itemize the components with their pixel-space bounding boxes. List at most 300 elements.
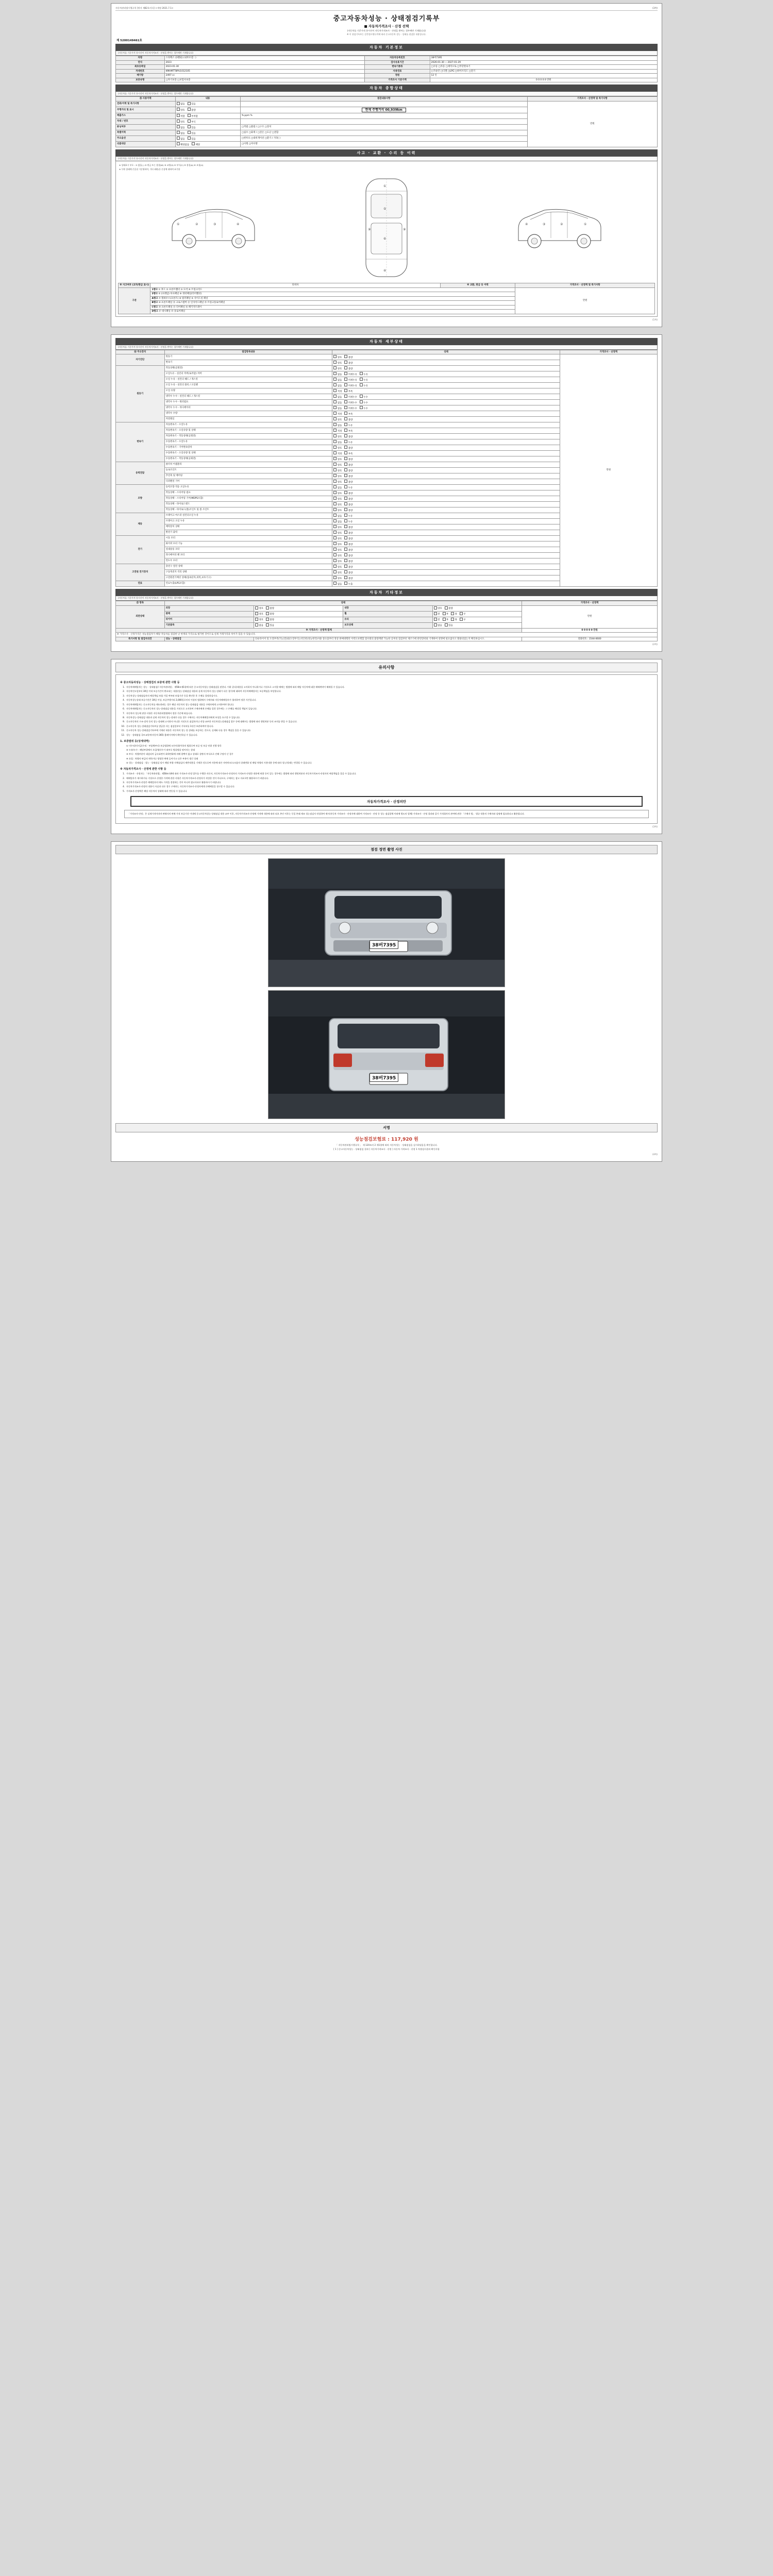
checkbox-불량[interactable]: 불량 [344, 459, 352, 461]
detail-item-options [332, 581, 560, 587]
checkbox-yes[interactable]: 있음 [188, 127, 196, 129]
notice-item-text: 가격조사 · 산정자는 「자동차관리법」제58조의4에 따라 가격조사·산정 업무를 수행한 자로서, 자동차가격조사·산정자의 가격조사·산정한 내용에 허위 등이 있는 경우에는 법령에 따라 행정처분과 자동차가격조사·산정자의 배상책임을 물을 수 있습니다. [126, 772, 357, 775]
notice-item [120, 772, 653, 775]
detail-item-label: 냉각수 누수 - 실린더 헤드 / 개스킷 [164, 394, 332, 400]
detail-note-text: (자동차를 기준가격 통시산이 자동차가격조사 · 산정을 받아는 경우에만 기재합니다) [118, 345, 193, 348]
detail-item-label: 수동변속기 - 오일누유 [164, 439, 332, 445]
notice-body [115, 674, 658, 824]
table-row [116, 65, 658, 70]
checkbox-누수[interactable]: 누수 [360, 402, 368, 404]
other-price-note: 만원 [522, 605, 658, 628]
detail-item-options [332, 456, 560, 462]
checkbox-불량[interactable]: 불량 [344, 572, 352, 574]
notice-item-text: 매매업자가 제시하거나 거짓으로 산정한 가격에 관한 사항은 자동차가격조사·산정자가 작성한 것이 아니므로, 구매자는 참고 자료로만 활용하시기 바랍니다. [126, 776, 269, 779]
detail-item-label: 브레이크 마스터 실린더오일 누유 [164, 513, 332, 519]
detail-item-label: 오일 유량 [164, 388, 332, 394]
label-first-reg: 최초등록일 [116, 65, 165, 70]
checkbox-없음[interactable]: 없음 [333, 379, 342, 382]
checkbox-누출[interactable]: 누출 [344, 583, 352, 586]
notice-item [120, 749, 653, 752]
checkbox-불량[interactable]: 불량 [344, 549, 352, 552]
checkbox-없음[interactable]: 없음 [333, 374, 342, 376]
detail-item-options [332, 553, 560, 558]
notice-item-number: 11. [121, 729, 125, 732]
notice-item-number [120, 749, 125, 752]
col-other-state: 상태 [164, 601, 522, 606]
notice-heading-3: ※ 자동차가격조사 · 산정에 관한 사항 등 [120, 768, 166, 771]
checkbox-누유[interactable]: 누유 [344, 521, 352, 523]
notice-item-number: 4. [123, 785, 125, 788]
detail-item-options [332, 405, 560, 411]
checkbox-불량[interactable]: 불량 [344, 566, 352, 569]
label-transmission: 변속기종류 [365, 65, 430, 70]
notice-item [120, 761, 653, 765]
checkbox-미세누유[interactable]: 미세누유 [344, 379, 357, 382]
svg-text:⑥: ⑥ [383, 237, 386, 241]
checkbox-불량[interactable]: 불량 [344, 538, 352, 540]
checkbox-양호[interactable]: 양호 [333, 527, 342, 529]
checkbox-none[interactable]: 없음 [177, 132, 185, 135]
checkbox-yes[interactable]: 있음 [188, 103, 196, 106]
band-overall-state: 자동차 종합상태 [115, 84, 658, 92]
table-row [116, 60, 658, 65]
detail-item-label: 냉각수 수량 [164, 411, 332, 417]
checkbox-양호[interactable]: 양호 [333, 464, 342, 467]
checkbox-pass[interactable]: 적합 [177, 115, 185, 118]
notice-item [120, 777, 653, 780]
detail-item-label: 윈도우 모터 [164, 558, 332, 564]
notice-item [120, 694, 653, 698]
checkbox-bad[interactable]: 불량 [188, 109, 196, 112]
detail-item-options [332, 536, 560, 541]
checkbox-불량[interactable]: 불량 [344, 481, 352, 484]
car-side-left-svg [164, 197, 262, 259]
detail-item-label: 자동변속기 - 오일유량 및 상태 [164, 428, 332, 434]
detail-item-options [332, 400, 560, 405]
checkbox-불량[interactable]: 불량 [344, 532, 352, 535]
checkbox-rear[interactable]: 후 [443, 613, 449, 616]
row-detail-vin-state [240, 119, 527, 125]
checkbox-left[interactable]: 좌 [451, 619, 457, 621]
checkbox-none[interactable]: 없음 [177, 127, 185, 129]
table-header-row [116, 601, 658, 606]
col-content: 내용 [175, 97, 240, 101]
detail-item-label: 자동변속기 - 작동상태(공회전) [164, 434, 332, 439]
notice-item-number [120, 761, 125, 765]
checkbox-적정[interactable]: 적정 [333, 413, 342, 416]
checkbox-없음[interactable]: 없음 [333, 521, 342, 523]
page-number-4: (4쪽) [652, 1153, 658, 1156]
checkbox-rear[interactable]: 후 [443, 619, 449, 621]
checkbox-bad[interactable]: 불량 [266, 607, 274, 610]
checkbox-불량[interactable]: 불량 [344, 464, 352, 467]
notice-item [120, 703, 653, 706]
svg-text:④: ④ [237, 223, 240, 226]
checkbox-bad[interactable]: 불량 [445, 607, 453, 610]
notice-item-text: 자동차의 성능에 관한 사항은 자동차관리법령에서 정한 기준에 따릅니다. [126, 711, 193, 715]
notice-item-number: 7. [123, 711, 125, 715]
checkbox-front[interactable]: 전 [434, 613, 440, 616]
detail-item-options [332, 479, 560, 485]
checkbox-none[interactable]: 없음 [255, 624, 263, 627]
checkbox-없음[interactable]: 없음 [333, 385, 342, 387]
row-detail-accident [240, 101, 527, 107]
value-year: 2023 [164, 60, 365, 65]
label-accident-note: ※ 교환, 판금 등 이력 [440, 283, 515, 288]
detail-item-options [332, 377, 560, 383]
checkbox-양호[interactable]: 양호 [333, 476, 342, 478]
checkbox-부족[interactable]: 부족 [344, 453, 352, 455]
row-label-emission: 배출가스 [116, 113, 176, 119]
notice-item [120, 753, 653, 756]
checkbox-불량[interactable]: 불량 [344, 470, 352, 472]
row-opts-tire [254, 617, 343, 622]
checkbox-적정[interactable]: 적정 [333, 453, 342, 455]
value-price-base: 0 0 0 0 0 만원 [430, 78, 657, 82]
detail-item-options [332, 473, 560, 479]
checkbox-없음[interactable]: 없음 [333, 442, 342, 444]
checkbox-없음[interactable]: 없음 [333, 396, 342, 399]
detail-item-options [332, 366, 560, 371]
notice-item-number [120, 757, 125, 760]
detail-item-label: 구동축전지 격리 상태 [164, 570, 332, 575]
svg-text:②: ② [560, 223, 563, 226]
checkbox-없음[interactable]: 없음 [333, 402, 342, 404]
odometer-box: 현재 주행거리 00,939km [362, 108, 406, 113]
checkbox-누유[interactable]: 누유 [344, 442, 352, 444]
band-accident-note [115, 157, 658, 161]
checkbox-불량[interactable]: 불량 [344, 510, 352, 512]
checkbox-부족[interactable]: 부족 [344, 413, 352, 416]
checkbox-bad[interactable]: 불량 [266, 613, 274, 616]
notice-item-text: 성능 · 상태점검 국토교통부(자동차 365) 홈페이지에서 확인하실 수 있습니다. [126, 733, 198, 736]
checkbox-누수[interactable]: 누수 [360, 396, 368, 399]
checkbox-미세누수[interactable]: 미세누수 [344, 396, 357, 399]
notice-item-number: 3. [123, 694, 125, 697]
checkbox-불량[interactable]: 불량 [344, 419, 352, 421]
detail-item-label: 작동상태(공회전) [164, 366, 332, 371]
checkbox-누수[interactable]: 누수 [360, 408, 368, 410]
checkbox-없음[interactable]: 없음 [333, 408, 342, 410]
checkbox-yes[interactable]: 있음 [188, 138, 196, 141]
notice-item-text: 중고자동차 성능·상태점검기록부에 기재된 내용은 자동차의 성능 및 상태를 보증하는 것으로, 실제와 다를 경우 책임을 물을 수 있습니다. [126, 729, 251, 732]
checkbox-누유[interactable]: 누유 [360, 379, 368, 382]
checkbox-na[interactable]: 해당없음 [177, 144, 189, 146]
row-opts-glass [432, 617, 522, 622]
checkbox-불량[interactable]: 불량 [344, 561, 352, 563]
table-row [116, 69, 658, 74]
checkbox-누유[interactable]: 누유 [344, 515, 352, 518]
checkbox-good[interactable]: 양호 [255, 613, 263, 616]
checkbox-미세누수[interactable]: 미세누수 [344, 402, 357, 404]
table-row [116, 633, 658, 637]
checkbox-양호[interactable]: 양호 [333, 436, 342, 438]
label-displacement: 배기량 [116, 74, 165, 78]
band-photos: 점검 정면 촬영 사진 [115, 845, 658, 854]
document-number: 제 5200149461호 [116, 39, 142, 42]
detail-item-label: 배력장치 상태 [164, 524, 332, 530]
checkbox-양호[interactable]: 양호 [333, 532, 342, 535]
checkbox-불량[interactable]: 불량 [344, 555, 352, 557]
checkbox-good[interactable]: 양호 [255, 607, 263, 610]
table-detail-state [115, 350, 658, 587]
detail-item-options [332, 371, 560, 377]
checkbox-불량[interactable]: 불량 [344, 504, 352, 506]
car-diagram-group [118, 172, 655, 283]
signature-band: 서명 [115, 1123, 658, 1132]
detail-item-label: 오일누유 - 실린더 커버(로커암) 커버 [164, 371, 332, 377]
table-header-row [116, 97, 658, 101]
checkbox-누유[interactable]: 누유 [344, 487, 352, 489]
detail-item-label: 브레이크 오일 누유 [164, 519, 332, 524]
checkbox-fail[interactable]: 부적합 [188, 115, 198, 118]
checkbox-불량[interactable]: 불량 [344, 362, 352, 365]
checkbox-bad[interactable]: 부식 [188, 121, 196, 124]
row-opts-options [175, 136, 240, 142]
detail-item-label: 추진축 및 베어링 [164, 473, 332, 479]
detail-item-label: 충전구 절연 상태 [164, 564, 332, 570]
detail-item-options [332, 496, 560, 502]
detail-item-options [332, 519, 560, 524]
checkbox-right[interactable]: 우 [460, 613, 466, 616]
notice-item [120, 699, 653, 702]
checkbox-양호[interactable]: 양호 [333, 572, 342, 574]
checkbox-bad[interactable]: 불량 [266, 619, 274, 621]
checkbox-불량[interactable]: 불량 [344, 578, 352, 580]
accident-note-text: (자동차를 기준가격 통시산이 자동차가격조사 · 산정을 받아는 경우에만 기재합니다) [118, 157, 193, 160]
checkbox-normal[interactable]: 양호 [177, 121, 185, 124]
car-top-svg [356, 174, 417, 282]
label-accident-flag: ※ 사고여부 (교차/판금 표시) [119, 283, 150, 288]
detail-item-label: 실내송풍 모터 [164, 547, 332, 553]
row-label-glass: 유리 [343, 617, 432, 622]
checkbox-양호[interactable]: 양호 [333, 555, 342, 557]
checkbox-불량[interactable]: 불량 [344, 476, 352, 478]
band-overall-note [115, 92, 658, 96]
checkbox-양호[interactable]: 양호 [333, 538, 342, 540]
checkbox-양호[interactable]: 양호 [333, 470, 342, 472]
checkbox-누유[interactable]: 누유 [344, 425, 352, 427]
rank-1-label: 1랭크 [152, 288, 158, 291]
detail-item-label: 수동변속기 - 작동상태(공회전) [164, 456, 332, 462]
photo-front-svg [268, 859, 505, 987]
checkbox-부족[interactable]: 부족 [344, 391, 352, 393]
band-detail-note [115, 345, 658, 350]
checkbox-불량[interactable]: 불량 [344, 527, 352, 529]
checkbox-불량[interactable]: 불량 [344, 544, 352, 546]
notice-list-1 [120, 686, 653, 737]
checkbox-양호[interactable]: 양호 [333, 561, 342, 563]
checkbox-양호[interactable]: 양호 [333, 504, 342, 506]
notice-item-text: 자동차성능·상태점검자의 배상책임 보험 가입 여부와 보험기간 등을 확인한 후 구매를 결정하십시오. [126, 694, 218, 697]
table-row [116, 628, 658, 633]
footer-line-2: [ 1 ] 중고자동차성능 · 상태점검 결과 [ 자동차가격조사 · 산정 ] 자동차 가격조사 · 산정 1 차량검사결과 확인사항 [333, 1147, 440, 1150]
checkbox-미세누유[interactable]: 미세누유 [344, 385, 357, 387]
checkbox-양호[interactable]: 양호 [333, 510, 342, 512]
checkbox-적정[interactable]: 적정 [333, 391, 342, 393]
checkbox-good[interactable]: 양호 [434, 607, 442, 610]
detail-item-options [332, 422, 560, 428]
checkbox-yes[interactable]: 있음 [266, 624, 274, 627]
checkbox-없음[interactable]: 없음 [333, 487, 342, 489]
parts-row-3 [150, 296, 515, 301]
checkbox-good[interactable]: 양호 [255, 619, 263, 621]
notice-item [120, 690, 653, 693]
detail-group-label: 전기 [116, 536, 165, 564]
page-number-1: (1쪽) [652, 318, 658, 321]
checkbox-양호[interactable]: 양호 [333, 566, 342, 569]
detail-item-options [332, 445, 560, 451]
checkbox-양호[interactable]: 양호 [333, 578, 342, 580]
label-warranty: 보증유형 [116, 78, 165, 82]
checkbox-양호[interactable]: 양호 [333, 362, 342, 365]
checkbox-양호[interactable]: 양호 [333, 368, 342, 370]
detail-item-label: 발전기 출력 [164, 530, 332, 536]
checkbox-불량[interactable]: 불량 [344, 357, 352, 359]
sheet3-bottom-bar [115, 825, 658, 828]
checkbox-부족[interactable]: 부족 [344, 430, 352, 433]
sheet-page-1 [111, 3, 662, 327]
detail-item-options [332, 383, 560, 388]
rank-a-names: ⑦ 휠하우스(프론트) ⑧ 필러패널 ⑨ 사이드실 패널 [158, 297, 208, 300]
band-other-info: 자동차 기타정보 [115, 589, 658, 596]
checkbox-없음[interactable]: 없음 [333, 583, 342, 586]
notice-item [120, 790, 653, 793]
checkbox-누유[interactable]: 누유 [360, 385, 368, 387]
checkbox-적정[interactable]: 적정 [333, 430, 342, 433]
sheet2-bottom-bar [115, 643, 658, 646]
value-warranty-options: □자기보증 □보험사보증 [164, 78, 365, 82]
band-other-note [115, 596, 658, 601]
checkbox-양호[interactable]: 양호 [333, 498, 342, 501]
col-other-price: 가격조사 · 산정액 [522, 601, 658, 606]
notice-item-text: ② 누유/누수 : 해당부위에서 오일/냉각수가 외부로 방울방울 떨어지는 상태 [126, 748, 195, 751]
detail-item-label: 작동상태 - 스티어링 펌프 [164, 490, 332, 496]
checkbox-양호[interactable]: 양호 [333, 549, 342, 552]
checkbox-양호[interactable]: 양호 [333, 493, 342, 495]
notice-heading-1: ※ 중고자동차성능 · 상태점검의 보증에 관한 사항 등 [120, 681, 180, 684]
checkbox-none[interactable]: 없음 [434, 624, 442, 627]
detail-item-label: 연료누출(LPG포함) [164, 581, 332, 587]
checkbox-none[interactable]: 없음 [177, 138, 185, 141]
notice-item-text: 자동차인도일부터 30일 이내 보증기간이 완료되는 내용(성능·상태점검 내용과 실제 자동차의 성능·상태가 다른 경우)에 대하여 자동차매매업자는 보증책임을 부담합니다. [126, 690, 281, 693]
checkbox-none[interactable]: 없음 [177, 103, 185, 106]
detail-group-label: 조향 [116, 485, 165, 513]
notice-item-text: 가격조사·산정액은 해당 자동차의 상태에 따라 변동될 수 있습니다. [126, 789, 188, 792]
checkbox-없음[interactable]: 없음 [333, 515, 342, 518]
rank-c-names: ⑭ 프론트패널 ⑮ 리어패널 ⑯ 패키지트레이 [158, 306, 202, 309]
detail-body [116, 354, 658, 587]
notice-item-number: 10. [121, 724, 125, 727]
notice-item [120, 781, 653, 784]
checkbox-양호[interactable]: 양호 [333, 459, 342, 461]
checkbox-불량[interactable]: 불량 [344, 436, 352, 438]
sheet-page-4 [111, 841, 662, 1162]
sheet-page-2 [111, 334, 662, 652]
detail-item-label: 시동 모터 [164, 536, 332, 541]
checkbox-양호[interactable]: 양호 [333, 544, 342, 546]
row-opts-emission [175, 113, 240, 119]
checkbox-불량[interactable]: 불량 [344, 493, 352, 495]
notice-item [120, 725, 653, 728]
svg-text:⑤: ⑤ [383, 207, 386, 211]
detail-item-label: 클러치 어셈블리 [164, 462, 332, 468]
rank-1-names: ① 후드 ② 프론트휀더 ③ 도어 ④ 트렁크리드 [158, 288, 203, 291]
row-label-wheel: 휠 [343, 611, 432, 617]
checkbox-불량[interactable]: 불량 [344, 498, 352, 501]
checkbox-불량[interactable]: 불량 [344, 368, 352, 370]
label-regno: 자동차등록번호 [365, 56, 430, 61]
checkbox-양호[interactable]: 양호 [333, 419, 342, 421]
svg-text:①: ① [177, 223, 180, 226]
value-total-price: 0 0 0 0 0 만원 [522, 628, 658, 633]
col-state: 상태 [332, 350, 560, 354]
notice-item-text: ③ 부식 : 차량부분이 대설되어 금속표면이 화학변화에 의해 광택이 없고 상태로 상판의 부식으로 인해 구멍이 난 경우 [126, 753, 233, 756]
checkbox-normal[interactable]: 양호 [177, 109, 185, 112]
detail-group-label: 고전원 전기장치 [116, 564, 165, 581]
checkbox-양호[interactable]: 양호 [333, 481, 342, 484]
detail-item-options [332, 462, 560, 468]
checkbox-yes[interactable]: 있음 [188, 132, 196, 135]
notice-item-text: ⑤ 성능 · 상태점검 : 성능 · 상태점검 당시 해당 차량 자체점검의 제반내용을 기재한 것으로써 사용에 따른 자연마모/소모품의 상태변화 및 해당 차량의 사용내용 등에 따라 성능/상태는 변경될 수 있습니다. [126, 761, 312, 765]
table-row [116, 605, 658, 611]
notice-item-text: 자동차성능상태 보증기간은 30일 이상, 보증주행거리 2,000킬로미터 이상의 범위에서 구매자와 자동차매매업자가 협의하여 정한 기간입니다. [126, 699, 257, 702]
row-opts-accident [175, 101, 240, 107]
checkbox-불량[interactable]: 불량 [344, 447, 352, 450]
checkbox-right[interactable]: 우 [460, 619, 466, 621]
value-inspection: 2026-01-30 ~ 2027-01-29 [430, 60, 657, 65]
checkbox-front[interactable]: 전 [434, 619, 440, 621]
checkbox-미세누수[interactable]: 미세누수 [344, 408, 357, 410]
checkbox-미세누유[interactable]: 미세누유 [344, 374, 357, 376]
parts-row-2 [150, 292, 515, 297]
checkbox-없음[interactable]: 없음 [333, 425, 342, 427]
detail-item-options [332, 541, 560, 547]
col-check-detail: 점검내용사항 [240, 97, 527, 101]
row-label-special-history: 특별이력 [116, 130, 176, 136]
notice-item [120, 686, 653, 689]
row-opts-exterior [254, 605, 343, 611]
notice-list-3 [120, 772, 653, 793]
detail-item-options [332, 524, 560, 530]
notice-item-text: 중고자동차의 구조·장치 등의 성능·상태에 고지하지 아니한 거짓으로 점검하거나 작성·교부한 자동차성능상태점검 업무 등에 대해서는 법령에 따라 행정처분 등의 조치를 받을 수 있습니다. [126, 720, 297, 723]
checkbox-applicable[interactable]: 해당 [192, 144, 200, 146]
accident-diagram-box [115, 161, 658, 317]
checkbox-양호[interactable]: 양호 [333, 357, 342, 359]
detail-group-label: 원동기 [116, 366, 165, 422]
rank-a-label: A랭크 [152, 297, 158, 300]
notice-item-number: 3. [123, 781, 125, 784]
row-label-options: 주요옵션 [116, 136, 176, 142]
table-row [119, 287, 655, 292]
col-main-device: ⑯ 주요장치 [116, 350, 165, 354]
svg-text:⑨: ⑨ [402, 228, 406, 231]
row-label-polish: 광택 [164, 611, 254, 617]
notice-list-2 [120, 744, 653, 765]
page-title: 중고자동차성능 · 상태점검기록부 [333, 15, 440, 23]
checkbox-left[interactable]: 좌 [451, 613, 457, 616]
detail-item-options [332, 547, 560, 553]
checkbox-누유[interactable]: 누유 [360, 374, 368, 376]
detail-item-options [332, 558, 560, 564]
checkbox-yes[interactable]: 있음 [445, 624, 453, 627]
checkbox-양호[interactable]: 양호 [333, 447, 342, 450]
notice-title: 유의사항 [115, 663, 658, 672]
notice-item-text: 자동차매매업자는 성능 · 상태점검(「자동차관리법」 제58조제1항에 따른 중고자동차성능·상태점검을 말한다. 이하 같다)내용을 고지하지 아니하거나 거짓으로 고지할 때에는 법령에 따라 해당 자동차에 대한 매매계약이 해제될 수 있습니다. [126, 686, 345, 688]
detail-price-note: 만원 [560, 354, 657, 587]
parts-row-6 [150, 310, 515, 314]
row-opts-recall [175, 142, 240, 147]
